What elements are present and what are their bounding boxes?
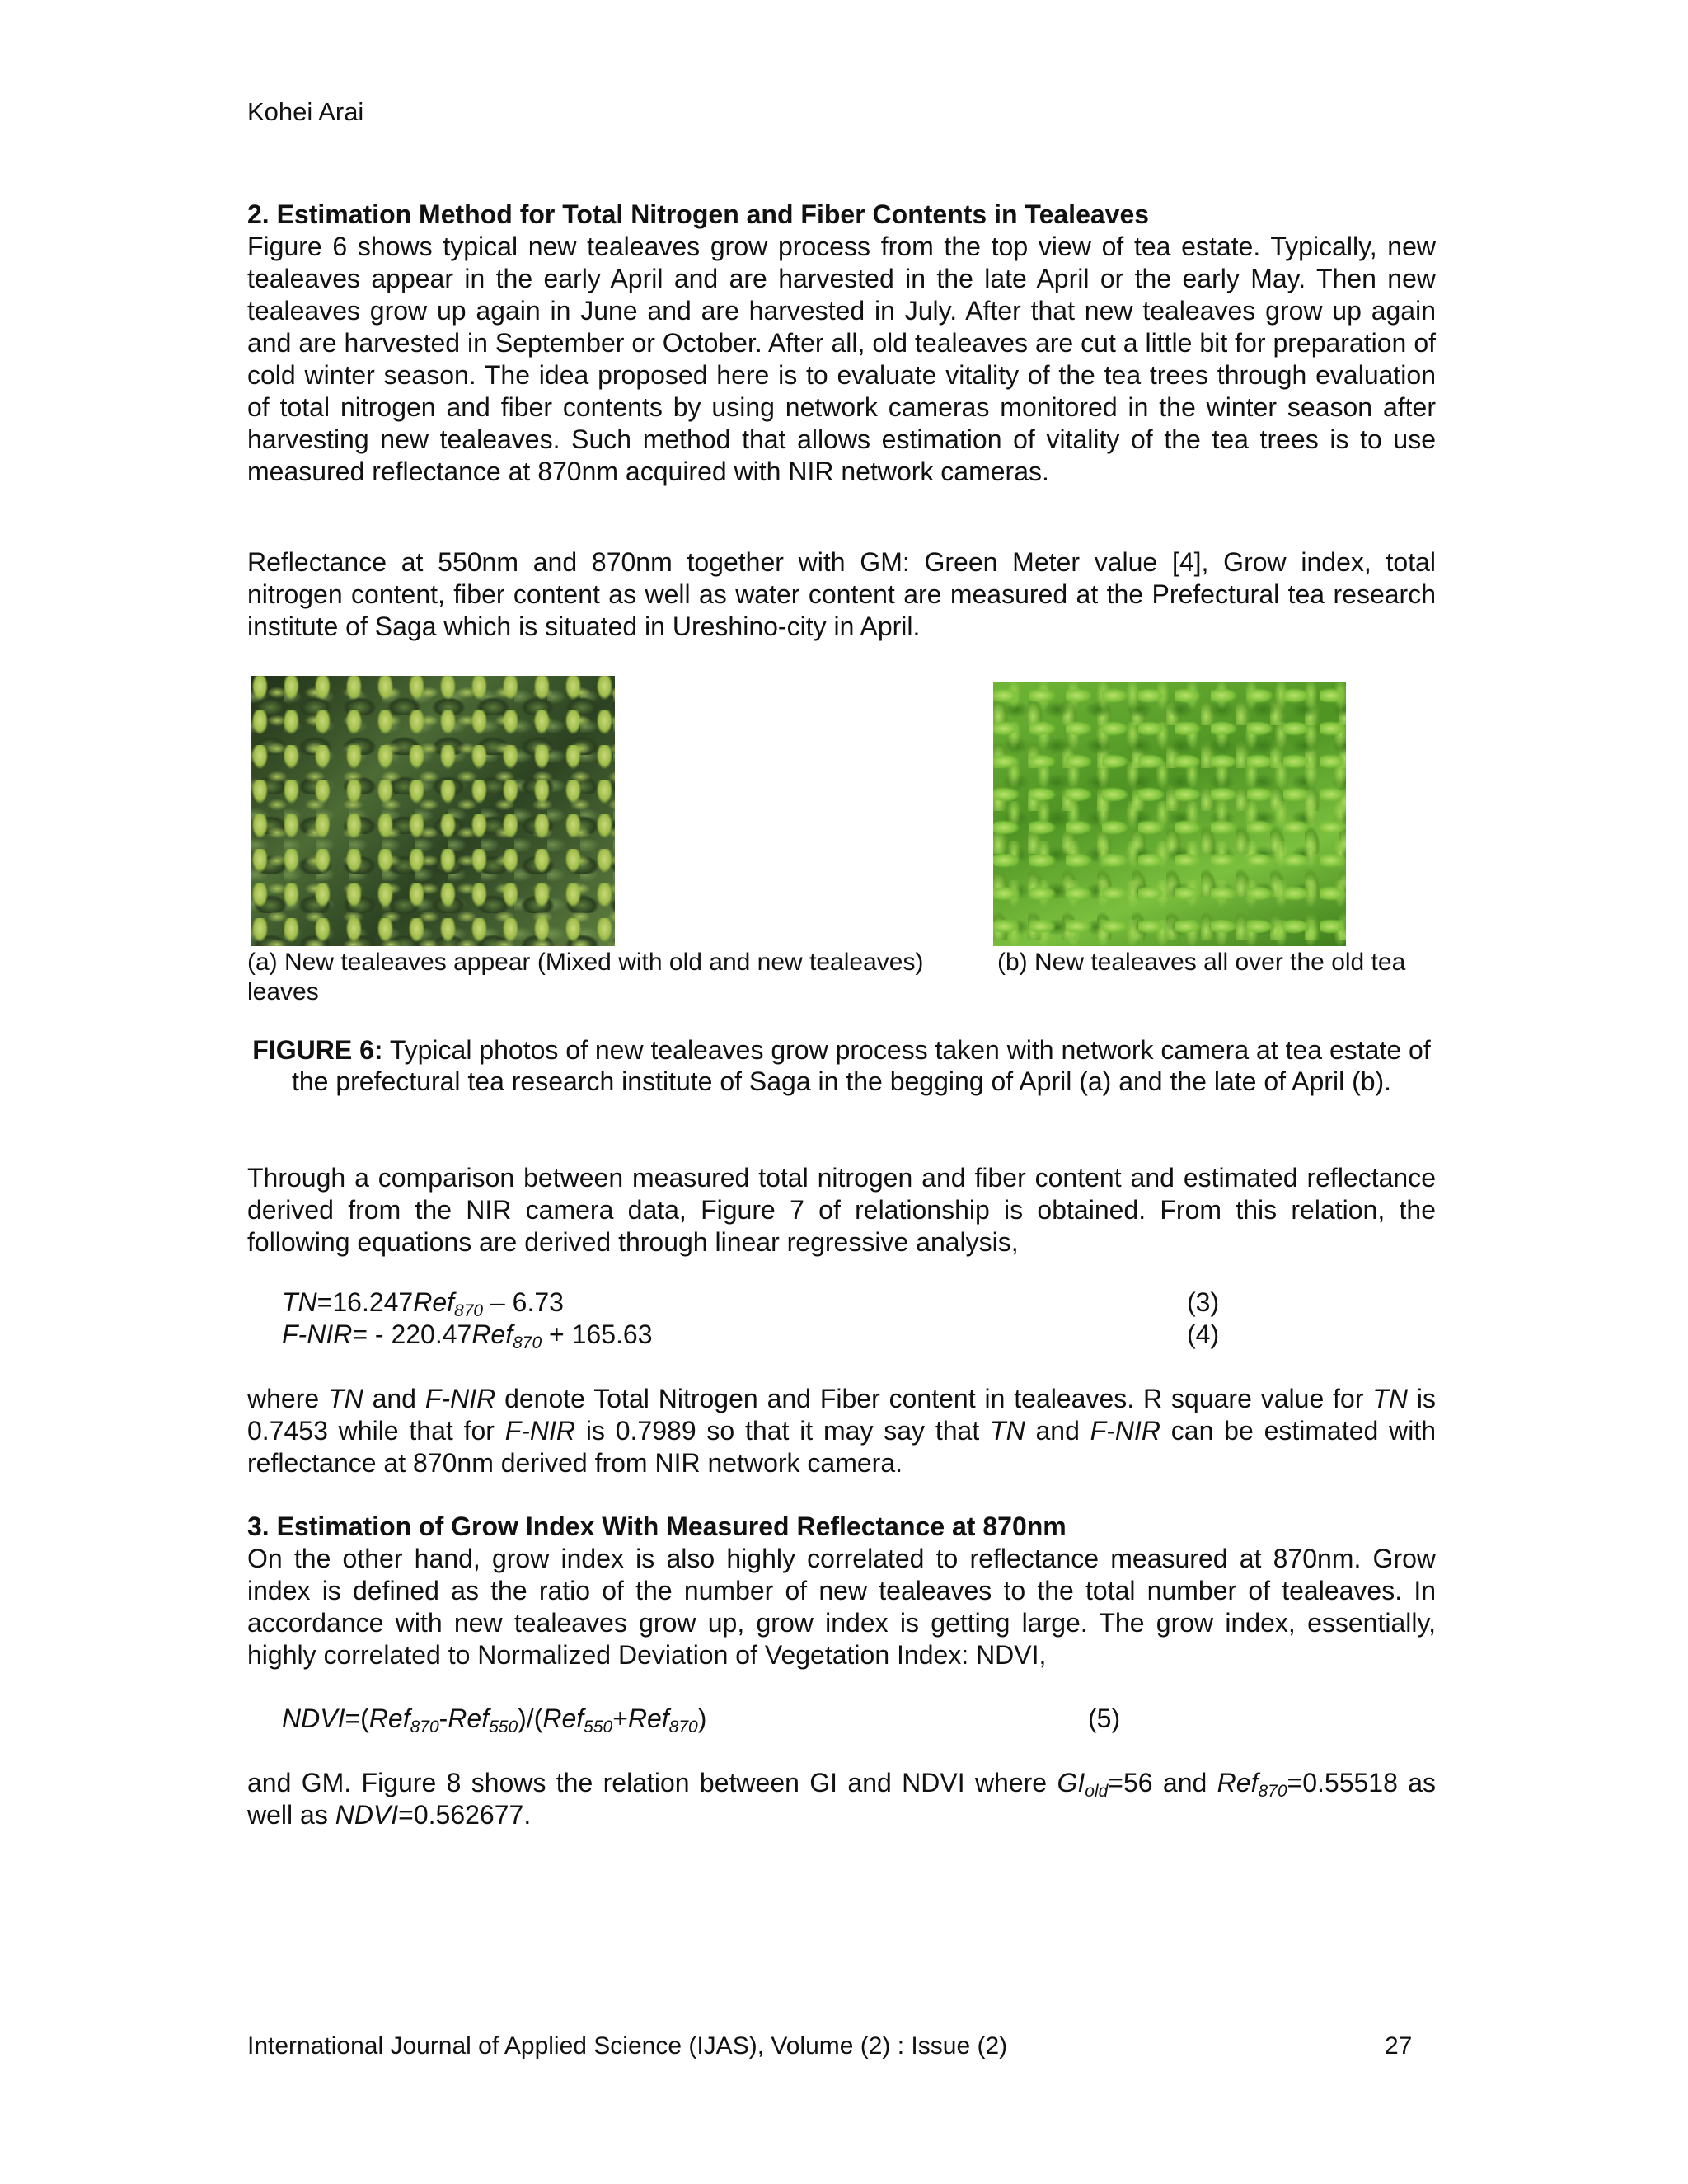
section-3-paragraph-1: On the other hand, grow index is also highly correlated to reflectance measured at 870nm. Grow index is defined as the ratio of the number of new tealeaves to the total number of tealeaves. In accordance with new tealeaves grow up, grow index is getting large. The grow index, essentially, highly correlated to Normalized Deviation of Vegetation Index: NDVI, — [247, 1544, 1436, 1670]
running-head-author: Kohei Arai — [247, 97, 364, 126]
figure-6a-photo — [251, 676, 615, 946]
equation-5: NDVI=(Ref$_{870}$-Ref$_{550}$)/(Ref$_{550}$+Ref$_{870}$) — [282, 1704, 707, 1736]
footer-journal-info: International Journal of Applied Science (IJAS), Volume (2) : Issue (2) — [247, 2032, 1008, 2060]
figure-6-caption — [247, 1034, 1436, 1097]
equation-4: F-NIR= - 220.47Ref$_{870}$ + 165.63 — [282, 1319, 653, 1352]
section-2-paragraph-2: Reflectance at 550nm and 870nm together with GM: Green Meter value [4], Grow index, total nitrogen content, fiber content as well as water content are measured at the Prefectural tea research institute of Saga which is situated in Ureshino-city in April. — [247, 547, 1436, 641]
section-3-title: 3. Estimation of Grow Index With Measured Reflectance at 870nm — [247, 1511, 1067, 1541]
equation-5-number: (5) — [1088, 1704, 1121, 1733]
figure-6a-subcaption: (a) New tealeaves appear (Mixed with old and new tealeaves) leaves — [247, 949, 924, 1005]
figure-6b-photo — [993, 682, 1346, 946]
equation-3-number: (3) — [1187, 1287, 1220, 1317]
figure-6-label: FIGURE 6: — [252, 1035, 383, 1065]
footer-page-number: 27 — [1385, 2032, 1413, 2060]
section-2-paragraph-4: where TN and F-NIR denote Total Nitrogen and Fiber content in tealeaves. R square value for TN is 0.7453 while that for F-NIR is 0.7989 so that it may say that TN and F-NIR can be estimated with reflectance at 870nm derived from NIR network camera. — [247, 1384, 1437, 1478]
figure-6-caption-text: Typical photos of new tealeaves grow process taken with network camera at tea estate of the prefectural tea research institute of Saga in the begging of April (a) and the late of April (b). — [291, 1035, 1431, 1096]
equation-3: TN=16.247Ref$_{870}$ – 6.73 — [282, 1287, 564, 1320]
section-2-paragraph-3: Through a comparison between measured total nitrogen and fiber content and estimated reflectance derived from the NIR camera data, Figure 7 of relationship is obtained. From this relation, the following equations are derived through linear regressive analysis, — [247, 1163, 1436, 1257]
equation-4-number: (4) — [1187, 1319, 1220, 1349]
figure-6b-subcaption: (b) New tealeaves all over the old tea — [997, 949, 1406, 976]
section-2-title: 2. Estimation Method for Total Nitrogen and Fiber Contents in Tealeaves — [247, 199, 1150, 229]
section-3-paragraph-2: and GM. Figure 8 shows the relation between GI and NDVI where $GI_{old}=56$ and Ref$_{870}$=0.55518 as well as NDVI=0.562677. — [247, 1768, 1437, 1830]
section-2-paragraph-1: Figure 6 shows typical new tealeaves grow process from the top view of tea estate. Typically, new tealeaves appear in the early April and are harvested in the late April or the early May. Then new tealeaves grow up again in June and are harvested in July. After that new tealeaves grow up again and are harvested in September or October. After all, old tealeaves are cut a little bit for preparation of cold winter season. The idea proposed here is to evaluate vitality of the tea trees through evaluation of total nitrogen and fiber contents by using network cameras monitored in the winter season after harvesting new tealeaves. Such method that allows estimation of vitality of the tea trees is to use measured reflectance at 870nm acquired with NIR network cameras. — [247, 232, 1436, 486]
